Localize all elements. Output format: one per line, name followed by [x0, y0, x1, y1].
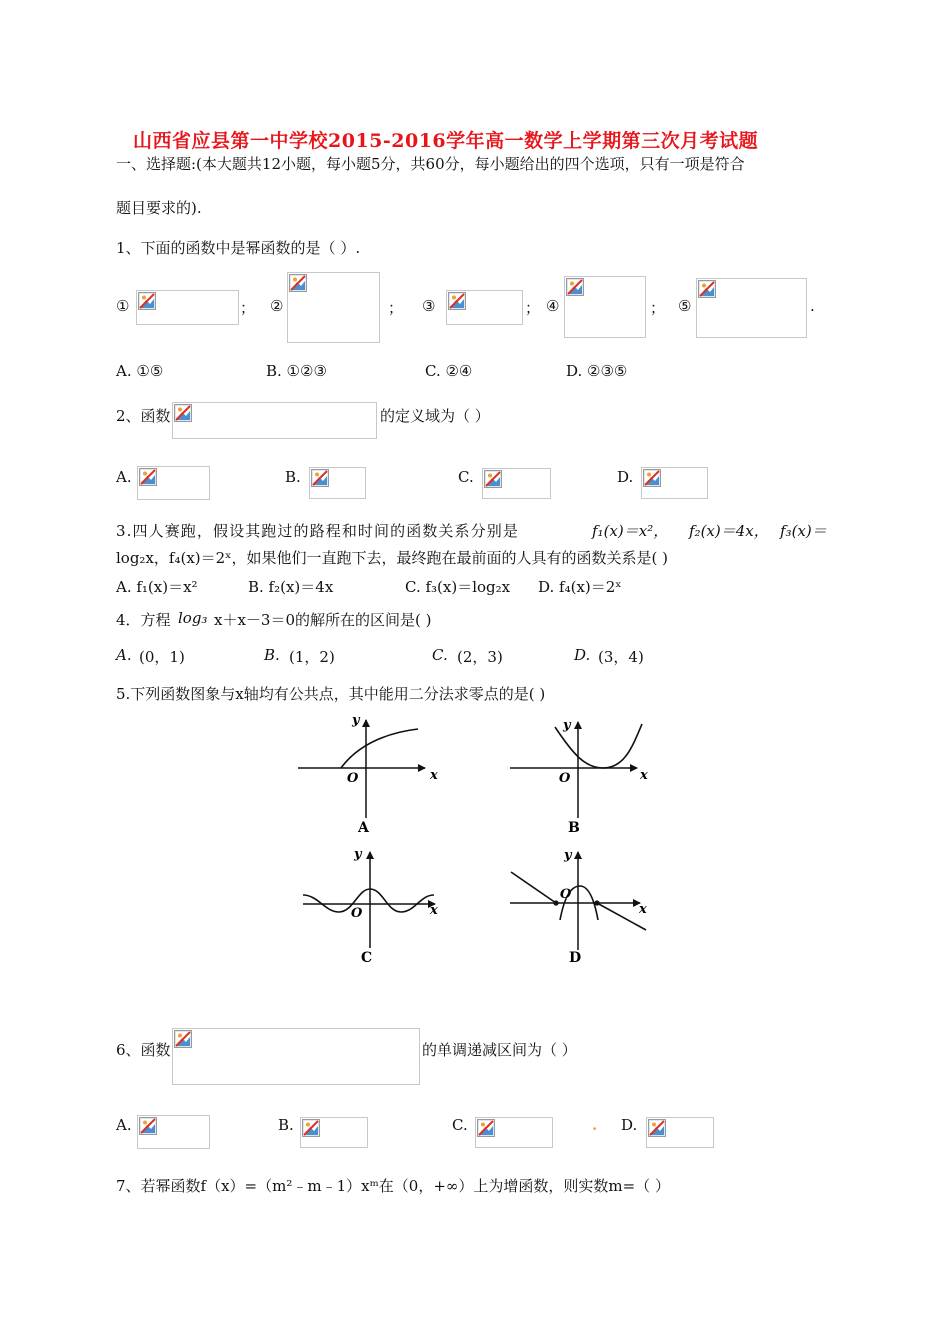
section-heading-line2: 题目要求的).: [116, 199, 202, 217]
q3-option-d: D. f₄(x)＝2ˣ: [538, 578, 622, 596]
page-title: 山西省应县第一中学校2015-2016学年高一数学上学期第三次月考试题: [133, 130, 759, 152]
graph-d-origin: O: [560, 887, 572, 902]
q1-option-b: B. ①②③: [266, 362, 327, 380]
section-heading-line1: 一、选择题:(本大题共12小题，每小题5分，共60分，每小题给出的四个选项，只有一项是符合: [116, 155, 745, 173]
q6-option-c-letter: C.: [452, 1116, 468, 1134]
q4-option-c-letter: C.: [432, 646, 448, 664]
graph-b-y-label: y: [563, 718, 571, 733]
graph-c: [303, 847, 438, 966]
graph-a-curve: [341, 729, 418, 768]
q3-line1-text: 3.四人赛跑，假设其跑过的路程和时间的函数关系分别是: [116, 522, 519, 540]
q6-option-a-image: [137, 1115, 210, 1149]
q6-option-d-image: [646, 1117, 714, 1148]
q6-prefix: 6、函数: [116, 1041, 171, 1059]
graph-a-x-label: x: [430, 768, 438, 783]
broken-image-icon: [648, 1119, 666, 1137]
q3-option-a: A. f₁(x)＝x²: [116, 578, 198, 596]
q1-option-c: C. ②④: [425, 362, 473, 380]
broken-image-icon: [302, 1119, 320, 1137]
q6-option-a-letter: A.: [116, 1116, 132, 1134]
q3-line1-f2: f₂(x)＝4x，: [689, 522, 769, 540]
broken-image-icon: [139, 1117, 157, 1135]
q1-item-3-label: ③: [422, 297, 436, 315]
q6-suffix: 的单调递减区间为（ ）: [422, 1041, 577, 1059]
graph-c-origin: O: [351, 906, 363, 921]
graph-d: [510, 848, 647, 966]
graph-b-caption: B: [568, 820, 580, 836]
q1-option-d: D. ②③⑤: [566, 362, 628, 380]
q4-stem-log: log₃: [178, 609, 208, 627]
graph-a-y-label: y: [352, 713, 360, 728]
graph-a-caption: A: [358, 820, 369, 836]
graph-d-x-label: x: [639, 902, 647, 917]
q3-line1-f1: f₁(x)＝x²，: [592, 522, 669, 540]
graph-d-y-label: y: [564, 848, 572, 863]
graph-c-y-label: y: [354, 847, 362, 862]
q1-separator: ；: [388, 299, 404, 317]
q1-item-4-label: ④: [546, 297, 560, 315]
q6-option-c-image: [475, 1117, 553, 1148]
q1-item-1-label: ①: [116, 297, 130, 315]
q1-end-period: .: [810, 297, 815, 315]
graph-b: [510, 718, 648, 836]
q1-stem: 1、下面的函数中是幂函数的是（ ）.: [116, 239, 361, 257]
q2-suffix: 的定义域为（ ）: [380, 407, 490, 425]
q4-option-a-value: (0，1): [139, 648, 185, 666]
q2-prefix: 2、函数: [116, 407, 171, 425]
graph-b-x-label: x: [640, 768, 648, 783]
graph-d-caption: D: [569, 950, 582, 966]
q6-option-d-letter: D.: [621, 1116, 638, 1134]
q1-separator: ；: [650, 299, 666, 317]
q2-option-c-letter: C.: [458, 468, 474, 486]
q4-stem-prefix: 4．方程: [116, 611, 171, 629]
q3-line2: log₂x，f₄(x)＝2ˣ，如果他们一直跑下去，最终跑在最前面的人具有的函数关系是( ): [116, 549, 669, 567]
q4-option-c-value: (2，3): [457, 648, 503, 666]
graph-d-curve-left: [511, 872, 556, 903]
q2-option-a-letter: A.: [116, 468, 132, 486]
q4-option-a-letter: A.: [116, 646, 132, 664]
q1-separator: ；: [525, 299, 541, 317]
q3-option-c: C. f₃(x)＝log₂x: [405, 578, 511, 596]
q6-function-image: [172, 1028, 420, 1085]
q4-option-d-value: (3，4): [598, 648, 644, 666]
q3-line1-f3: f₃(x)＝: [780, 522, 827, 540]
q2-option-d-letter: D.: [617, 468, 634, 486]
q1-separator: ；: [240, 299, 256, 317]
q6-stray-dot: .: [592, 1116, 598, 1134]
q6-option-b-image: [300, 1117, 368, 1148]
q4-option-b-letter: B.: [264, 646, 280, 664]
graph-d-point-left: [553, 900, 558, 905]
q1-item-5-label: ⑤: [678, 297, 692, 315]
q7-stem: 7、若幂函数f（x）=（m²﹣m﹣1）xᵐ在（0，+∞）上为增函数，则实数m=（ ）: [116, 1177, 670, 1195]
q4-stem-suffix: x＋x－3＝0的解所在的区间是( ): [214, 611, 432, 629]
q1-option-a: A. ①⑤: [116, 362, 164, 380]
q3-option-b: B. f₂(x)＝4x: [248, 578, 334, 596]
q2-option-b-letter: B.: [285, 468, 301, 486]
graph-c-caption: C: [361, 950, 373, 966]
graph-c-x-label: x: [430, 903, 438, 918]
graph-b-origin: O: [559, 771, 571, 786]
broken-image-icon: [477, 1119, 495, 1137]
graph-c-curve: [303, 889, 434, 912]
graph-d-point-right: [594, 900, 599, 905]
q4-option-b-value: (1，2): [289, 648, 335, 666]
q6-option-b-letter: B.: [278, 1116, 294, 1134]
q1-item-2-label: ②: [270, 297, 284, 315]
broken-image-icon: [174, 1030, 192, 1048]
graph-a-origin: O: [347, 771, 359, 786]
q5-stem: 5.下列函数图象与x轴均有公共点，其中能用二分法求零点的是( ): [116, 685, 546, 703]
graph-a: [298, 713, 438, 836]
q4-option-d-letter: D.: [574, 646, 591, 664]
